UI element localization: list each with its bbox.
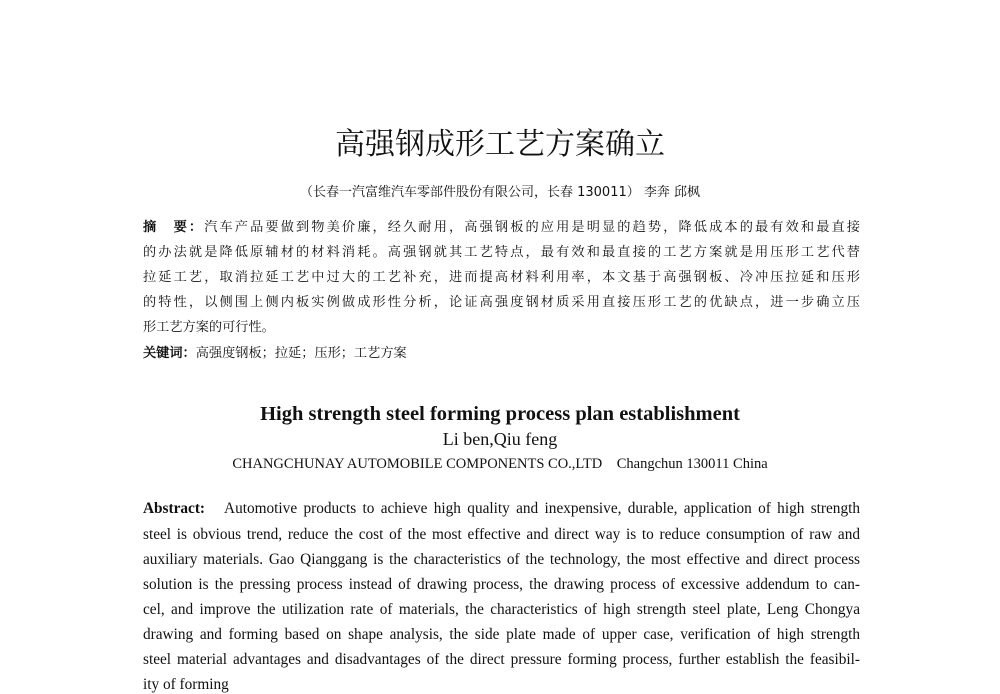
cn-affiliation: （长春一汽富维汽车零部件股份有限公司，长春 130011） 李奔 邱枫 bbox=[299, 185, 701, 200]
cn-keywords-text: 高强度钢板；拉延；压形；工艺方案 bbox=[195, 346, 407, 361]
cn-abstract-line bbox=[143, 219, 860, 237]
en-affiliation: CHANGCHUNAY AUTOMOBILE COMPONENTS CO.,LTD Changchun 130011 China bbox=[232, 456, 768, 472]
en-abstract-label: Abstract: bbox=[143, 500, 206, 517]
cn-abstract-label: 摘 要： bbox=[143, 220, 205, 235]
en-abstract-line bbox=[143, 500, 860, 518]
en-abstract-text: Automotive products to achieve high quality and inexpensive, durable, application of high strength bbox=[224, 500, 860, 517]
cn-abstract-line: 形工艺方案的可行性。 bbox=[143, 320, 275, 335]
cn-title: 高强钢成形工艺方案确立 bbox=[335, 127, 665, 162]
cn-abstract-text: 汽车产品要做到物美价廉，经久耐用，高强钢板的应用是明显的趋势，降低成本的最有效和最直接 bbox=[204, 220, 860, 235]
en-abstract-line: ity of forming bbox=[143, 676, 229, 693]
en-abstract-line: cel, and improve the utilization rate of materials, the characteristics of high strength steel plate, Leng Chongya bbox=[143, 601, 860, 618]
cn-abstract-line: 拉延工艺，取消拉延工艺中过大的工艺补充，进而提高材料利用率，本文基于高强钢板、冷冲压拉延和压形 bbox=[143, 270, 860, 285]
en-abstract-line: auxiliary materials. Gao Qianggang is the characteristics of the technology, the most effective and direct process bbox=[143, 551, 860, 568]
en-authors: Li ben,Qiu feng bbox=[442, 429, 558, 449]
cn-keywords-label: 关键词： bbox=[143, 346, 196, 361]
en-abstract-line: solution is the pressing process instead of drawing process, the drawing process of excessive addendum to can- bbox=[143, 576, 860, 593]
en-abstract-line: steel material advantages and disadvantages of the direct pressure forming process, further establish the feasibil- bbox=[143, 651, 860, 668]
en-abstract-line: drawing and forming based on shape analysis, the side plate made of upper case, verification of high strength bbox=[143, 626, 860, 643]
cn-keywords bbox=[143, 345, 860, 363]
en-title: High strength steel forming process plan establishment bbox=[260, 403, 740, 425]
en-abstract-line: steel is obvious trend, reduce the cost of the most effective and direct way is to reduce consumption of raw and bbox=[143, 526, 860, 543]
cn-abstract-line: 的办法就是降低原辅材的材料消耗。高强钢就其工艺特点，最有效和最直接的工艺方案就是用压形工艺代替 bbox=[143, 245, 860, 260]
cn-abstract-line: 的特性，以侧围上侧内板实例做成形性分析，论证高强度钢材质采用直接压形工艺的优缺点，进一步确立压 bbox=[143, 295, 860, 310]
